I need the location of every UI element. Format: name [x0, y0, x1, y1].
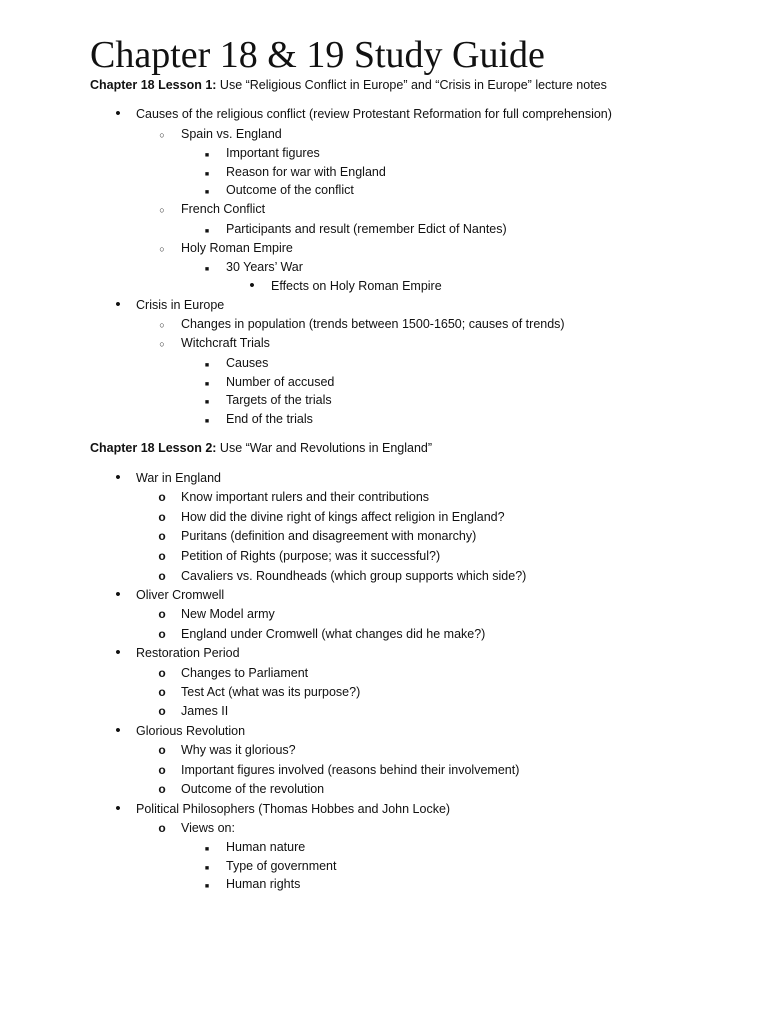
bullet-circle-icon	[157, 508, 167, 526]
list-item: Participants and result (remember Edict of Nantes)	[226, 222, 507, 236]
list-item: Outcome of the conflict	[226, 183, 354, 197]
bullet-disc-icon	[113, 586, 123, 604]
bullet-square-icon	[202, 875, 212, 896]
list-item: Reason for war with England	[226, 165, 386, 179]
list-item: Type of government	[226, 859, 337, 873]
bullet-disc-icon	[113, 105, 123, 123]
list-item: French Conflict	[181, 202, 266, 216]
list-item: Glorious Revolution	[136, 724, 246, 738]
lesson-2-label: Chapter 18 Lesson 2:	[90, 441, 217, 455]
bullet-disc-icon	[113, 644, 123, 662]
list-item: James II	[181, 704, 229, 718]
bullet-circle-icon	[157, 547, 167, 565]
list-item: How did the divine right of kings affect religion in England?	[181, 510, 505, 524]
bullet-circle-icon	[157, 683, 167, 701]
bullet-disc-icon	[113, 722, 123, 740]
bullet-square-icon	[202, 220, 212, 241]
lesson-1-heading	[90, 76, 607, 94]
bullet-circle-icon	[157, 664, 167, 682]
list-item: Important figures	[226, 146, 320, 160]
bullet-circle-icon	[157, 239, 167, 258]
list-item: Effects on Holy Roman Empire	[271, 279, 442, 293]
list-item: Witchcraft Trials	[181, 336, 270, 350]
list-item: Causes	[226, 356, 269, 370]
bullet-disc-icon	[113, 296, 123, 314]
bullet-disc-icon	[247, 277, 257, 295]
list-item: Petition of Rights (purpose; was it successful?)	[181, 549, 441, 563]
list-item: Test Act (what was its purpose?)	[181, 685, 361, 699]
lesson-2-text: Use “War and Revolutions in England”	[216, 441, 433, 455]
bullet-circle-icon	[157, 567, 167, 585]
bullet-disc-icon	[113, 800, 123, 818]
list-item: Political Philosophers (Thomas Hobbes and John Locke)	[136, 802, 451, 816]
list-item: Puritans (definition and disagreement with monarchy)	[181, 529, 477, 543]
bullet-circle-icon	[157, 819, 167, 837]
list-item: Know important rulers and their contributions	[181, 490, 430, 504]
bullet-square-icon	[202, 258, 212, 279]
list-item: Spain vs. England	[181, 127, 282, 141]
list-item: Cavaliers vs. Roundheads (which group supports which side?)	[181, 569, 527, 583]
lesson-2-heading	[90, 439, 432, 457]
bullet-circle-icon	[157, 125, 167, 144]
list-item: War in England	[136, 471, 221, 485]
list-item: New Model army	[181, 607, 275, 621]
bullet-circle-icon	[157, 780, 167, 798]
lesson-1-label: Chapter 18 Lesson 1:	[90, 78, 217, 92]
bullet-circle-icon	[157, 200, 167, 219]
list-item: Oliver Cromwell	[136, 588, 225, 602]
list-item: Human nature	[226, 840, 306, 854]
list-item: Changes in population (trends between 1500-1650; causes of trends)	[181, 317, 565, 331]
list-item: Restoration Period	[136, 646, 240, 660]
list-item: End of the trials	[226, 412, 313, 426]
bullet-circle-icon	[157, 761, 167, 779]
bullet-disc-icon	[113, 469, 123, 487]
list-item: Human rights	[226, 877, 301, 891]
bullet-circle-icon	[157, 625, 167, 643]
bullet-square-icon	[202, 181, 212, 202]
bullet-circle-icon	[157, 527, 167, 545]
list-item: Targets of the trials	[226, 393, 332, 407]
list-item: Crisis in Europe	[136, 298, 225, 312]
bullet-square-icon	[202, 838, 212, 859]
bullet-square-icon	[202, 144, 212, 165]
list-item: Views on:	[181, 821, 235, 835]
list-item: Holy Roman Empire	[181, 241, 293, 255]
list-item: Important figures involved (reasons behind their involvement)	[181, 763, 520, 777]
bullet-square-icon	[202, 391, 212, 412]
list-item: Changes to Parliament	[181, 666, 309, 680]
bullet-circle-icon	[157, 741, 167, 759]
bullet-circle-icon	[157, 488, 167, 506]
bullet-square-icon	[202, 410, 212, 431]
bullet-circle-icon	[157, 605, 167, 623]
bullet-square-icon	[202, 354, 212, 375]
bullet-circle-icon	[157, 702, 167, 720]
list-item: Number of accused	[226, 375, 335, 389]
list-item: Why was it glorious?	[181, 743, 296, 757]
list-item: Causes of the religious conflict (review Protestant Reformation for full comprehension)	[136, 107, 612, 121]
page-title: Chapter 18 & 19 Study Guide	[90, 34, 545, 76]
list-item: Outcome of the revolution	[181, 782, 325, 796]
list-item: England under Cromwell (what changes did he make?)	[181, 627, 486, 641]
list-item: 30 Years’ War	[226, 260, 303, 274]
bullet-circle-icon	[157, 315, 167, 334]
bullet-circle-icon	[157, 334, 167, 353]
lesson-1-text: Use “Religious Conflict in Europe” and “Crisis in Europe” lecture notes	[216, 78, 607, 92]
